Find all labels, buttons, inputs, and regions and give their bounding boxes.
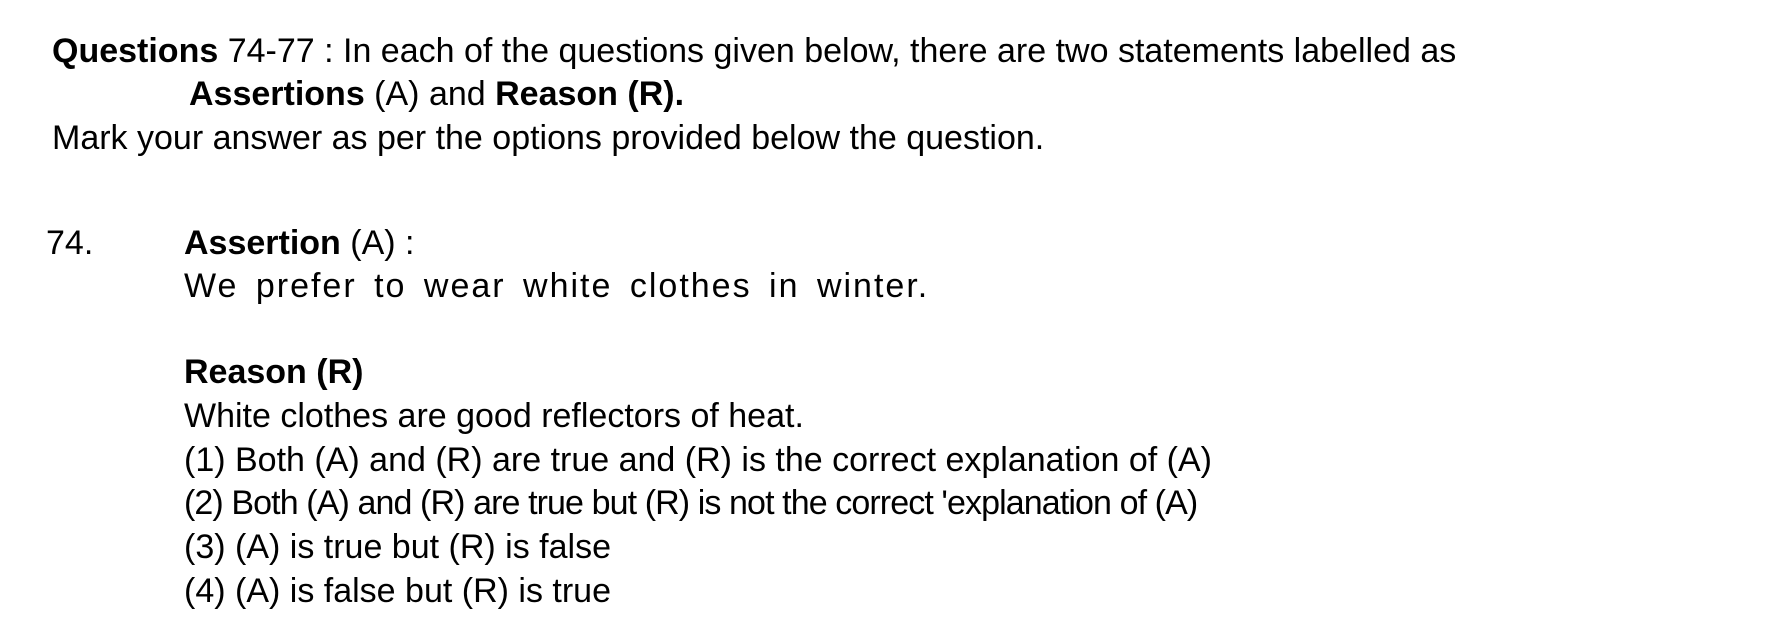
assertions-word: Assertions	[189, 75, 365, 113]
option-1: (1) Both (A) and (R) are true and (R) is the correct explanation of (A)	[184, 441, 1212, 479]
option-3: (3) (A) is true but (R) is false	[184, 528, 611, 566]
reason-r-label: Reason (R).	[495, 75, 685, 113]
questions-word: Questions	[52, 32, 219, 70]
instructions-mark-line: Mark your answer as per the options provided below the question.	[52, 119, 1045, 157]
assertion-heading	[184, 223, 415, 263]
assertion-a-label: (A) and	[364, 75, 496, 113]
reason-text: White clothes are good reflectors of heat.	[184, 397, 804, 435]
assertion-text: We prefer to wear white clothes in winter.	[184, 267, 930, 305]
question-number: 74.	[46, 224, 94, 262]
assertion-word: Assertion	[184, 224, 341, 262]
option-4: (4) (A) is false but (R) is true	[184, 572, 611, 610]
questions-range-text: 74-77 : In each of the questions given below, there are two statements labelled as	[218, 32, 1457, 70]
instructions-line-1	[52, 31, 1456, 71]
option-2: (2) Both (A) and (R) are true but (R) is not the correct 'explanation of (A)	[184, 484, 1198, 522]
reason-heading	[184, 352, 363, 392]
assertion-suffix: (A) :	[340, 224, 415, 262]
instructions-line-2	[189, 74, 684, 114]
reason-heading-text: Reason (R)	[184, 353, 364, 391]
